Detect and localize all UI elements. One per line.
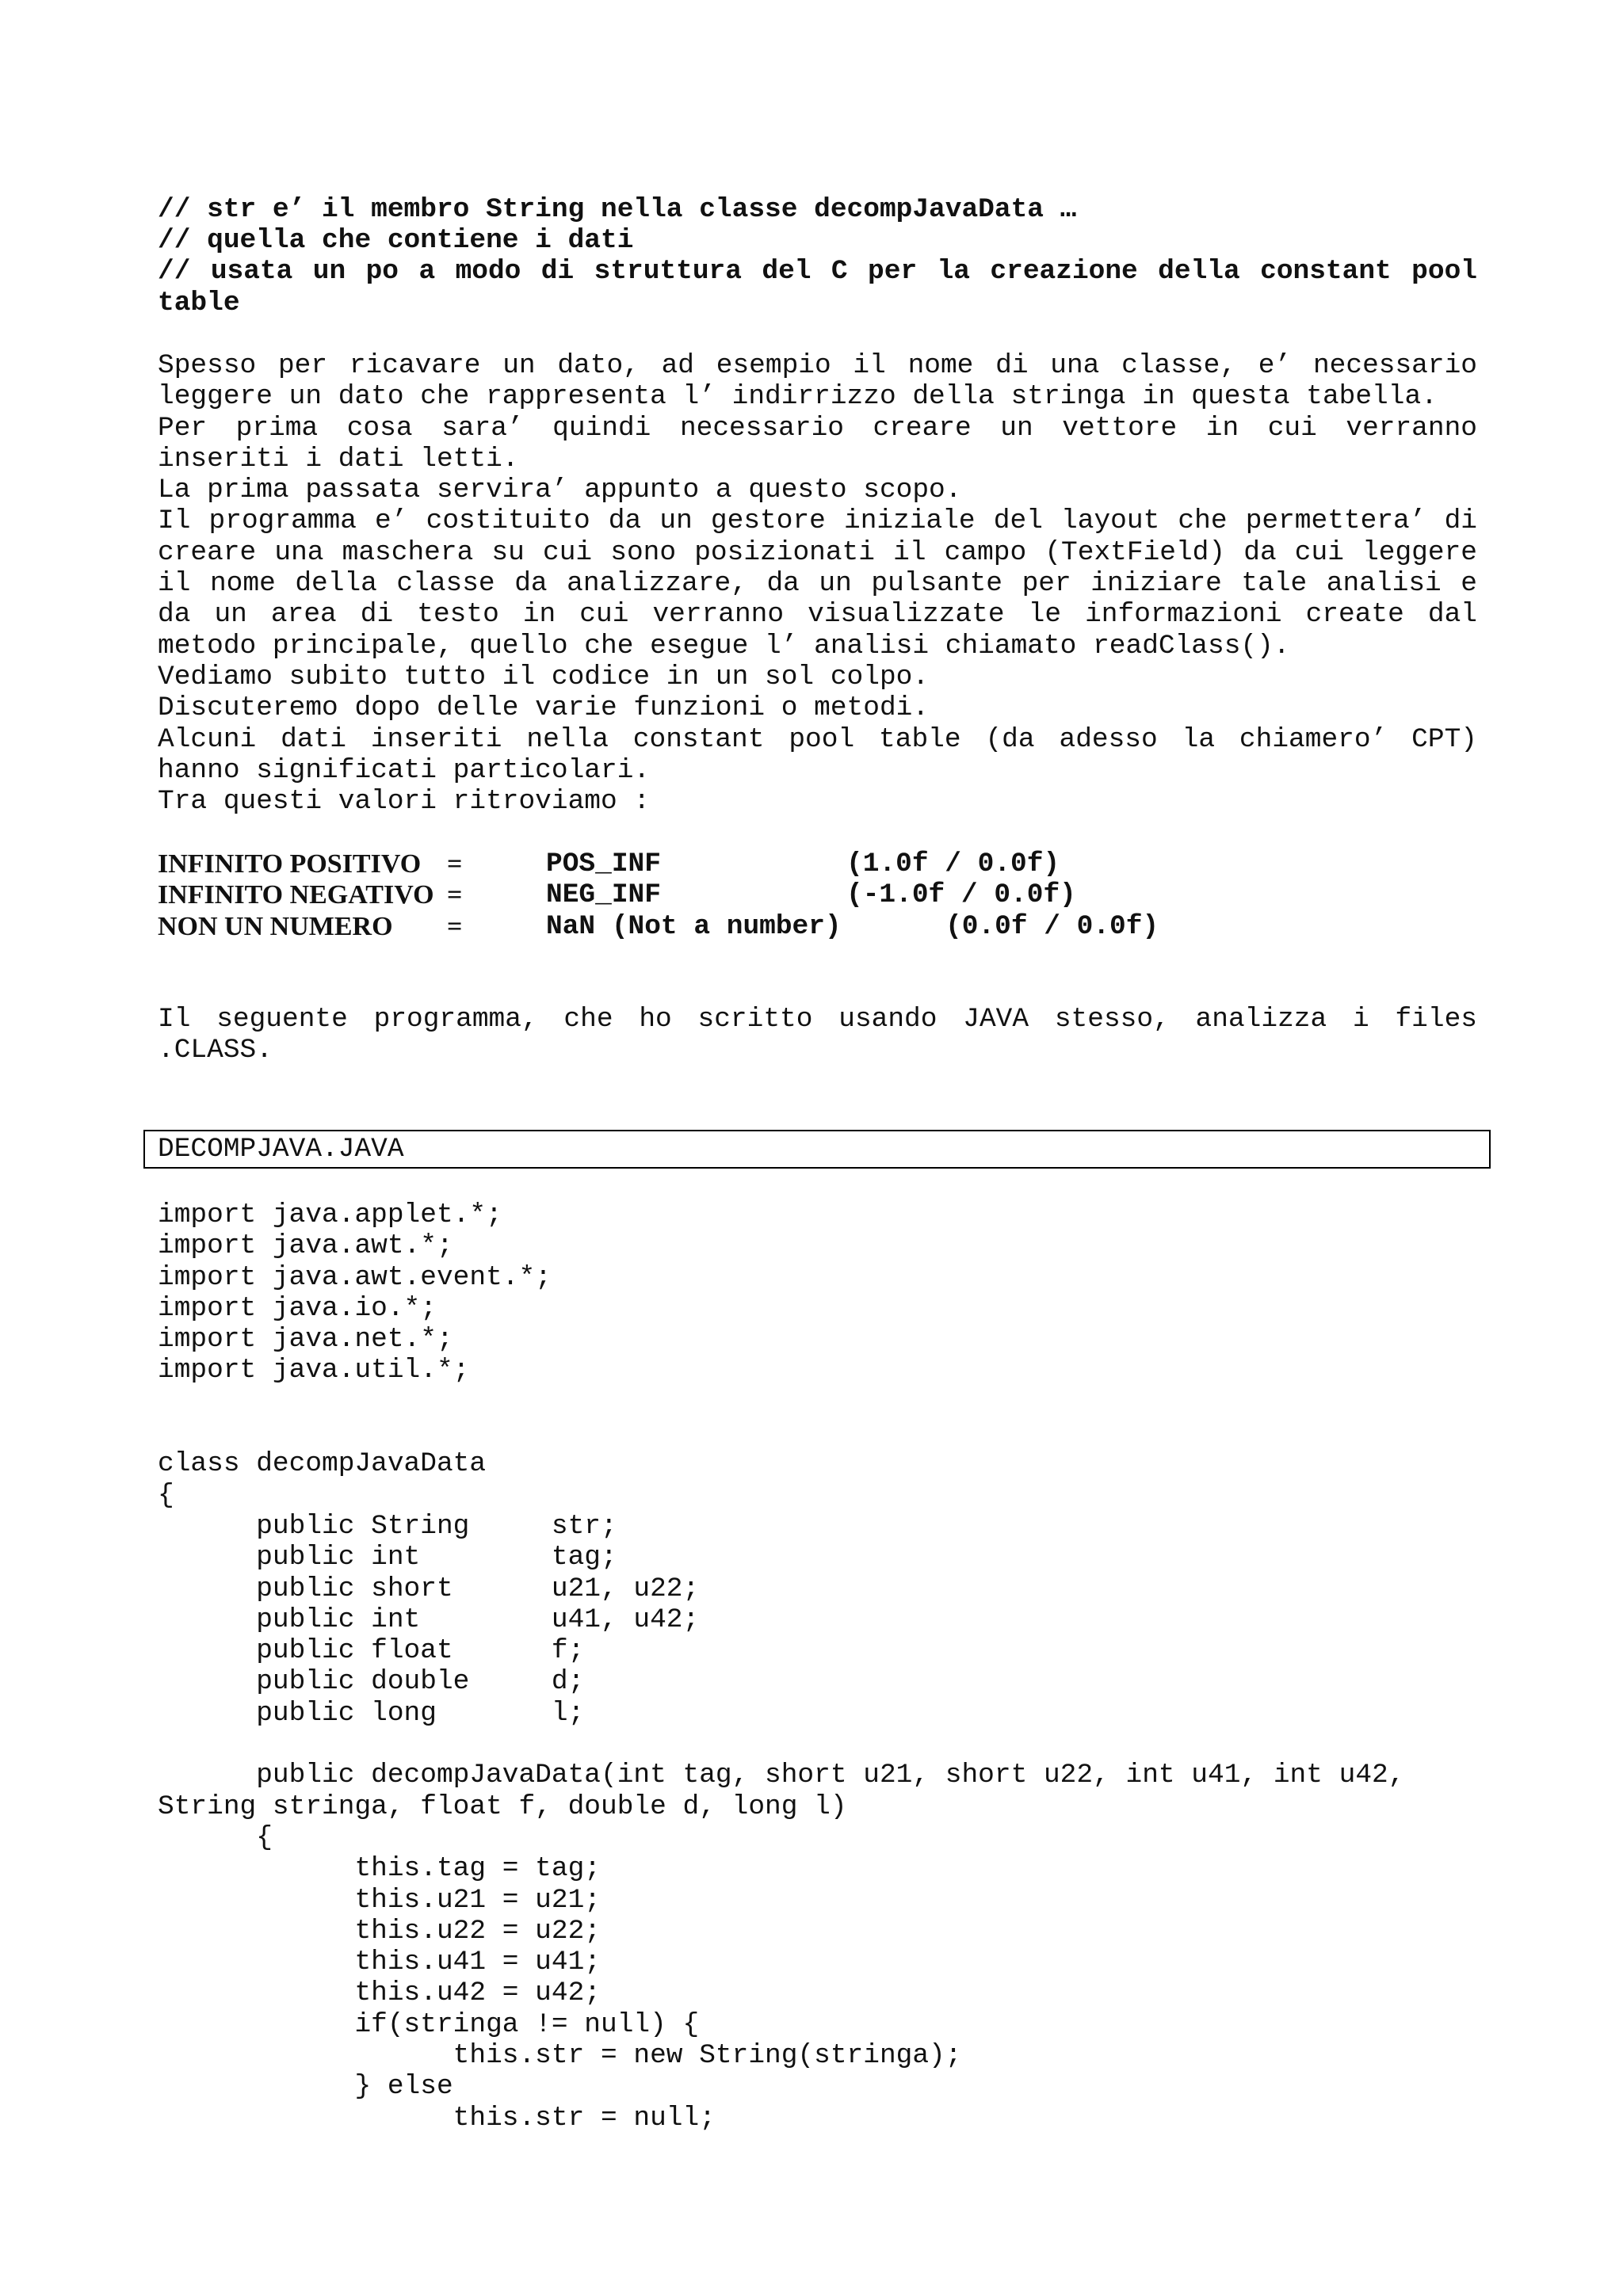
code-line: this.u41 = u41; bbox=[158, 1947, 601, 1978]
code-line: public int u41, u42; bbox=[158, 1604, 700, 1635]
code-line: { bbox=[158, 1821, 273, 1853]
blank-line bbox=[158, 1417, 1477, 1448]
special-value-row bbox=[158, 911, 1477, 942]
intro-line: La prima passata servira’ appunto a questo scopo. bbox=[158, 475, 962, 506]
intro-line: Il programma e’ costituito da un gestore iniziale del layout che permettera’ di bbox=[158, 505, 1477, 537]
code-line: this.str = new String(stringa); bbox=[158, 2040, 962, 2072]
special-value-expression: (-1.0f / 0.0f) bbox=[846, 879, 1076, 911]
code-line: public decompJavaData(int tag, short u21, short u22, int u41, int u42, bbox=[158, 1760, 1405, 1791]
code-line: { bbox=[158, 1479, 174, 1511]
code-line: import java.io.*; bbox=[158, 1292, 437, 1324]
code-line: this.u42 = u42; bbox=[158, 1978, 601, 2009]
intro-line: creare una maschera su cui sono posizionati il campo (TextField) da cui leggere bbox=[158, 536, 1477, 568]
heading-comment bbox=[158, 194, 1477, 318]
blank-line bbox=[158, 1386, 1477, 1417]
code-line: public float f; bbox=[158, 1635, 585, 1667]
intro-line: Spesso per ricavare un dato, ad esempio il nome di una classe, e’ necessario bbox=[158, 350, 1477, 381]
special-value-name: NaN (Not a number) bbox=[546, 910, 842, 942]
intro-line: metodo principale, quello che esegue l’ analisi chiamato readClass(). bbox=[158, 630, 1290, 662]
code-line: public long l; bbox=[158, 1697, 585, 1729]
code-line: public double d; bbox=[158, 1666, 585, 1698]
special-value-expression: (0.0f / 0.0f) bbox=[945, 910, 1159, 942]
intro-line: Per prima cosa sara’ quindi necessario creare un vettore in cui verranno bbox=[158, 412, 1477, 444]
special-values-table bbox=[158, 849, 1477, 942]
intro-line: Discuteremo dopo delle varie funzioni o metodi. bbox=[158, 692, 930, 724]
code-line: class decompJavaData bbox=[158, 1448, 487, 1480]
special-value-label: INFINITO POSITIVO bbox=[158, 849, 422, 879]
intro-line: Tra questi valori ritroviamo : bbox=[158, 786, 651, 818]
code-line: String stringa, float f, double d, long l) bbox=[158, 1791, 847, 1822]
equals-sign: = bbox=[447, 880, 463, 910]
code-line: this.u21 = u21; bbox=[158, 1884, 601, 1916]
special-value-row bbox=[158, 879, 1477, 910]
special-value-expression: (1.0f / 0.0f) bbox=[846, 849, 1060, 879]
blank-line bbox=[158, 1729, 1477, 1760]
program-note-line: .CLASS. bbox=[158, 1035, 273, 1066]
code-line: import java.awt.*; bbox=[158, 1230, 453, 1262]
code-line: public short u21, u22; bbox=[158, 1573, 700, 1604]
heading-line: table bbox=[158, 287, 240, 318]
file-title: DECOMPJAVA.JAVA bbox=[158, 1134, 404, 1165]
heading-line: // usata un po a modo di struttura del C per la creazione della constant pool bbox=[158, 256, 1477, 288]
code-line: import java.util.*; bbox=[158, 1355, 470, 1386]
intro-line: inseriti i dati letti. bbox=[158, 443, 519, 475]
program-note bbox=[158, 1004, 1477, 1066]
code-line: public String str; bbox=[158, 1510, 617, 1542]
code-line: this.tag = tag; bbox=[158, 1853, 601, 1885]
special-value-label: NON UN NUMERO bbox=[158, 911, 393, 941]
special-value-row bbox=[158, 849, 1477, 879]
equals-sign: = bbox=[447, 911, 463, 941]
code-listing bbox=[158, 1199, 1477, 2134]
code-line: import java.awt.event.*; bbox=[158, 1261, 552, 1293]
intro-line: leggere un dato che rappresenta l’ indirrizzo della stringa in questa tabella. bbox=[158, 381, 1438, 413]
code-line: this.u22 = u22; bbox=[158, 1915, 601, 1947]
code-line: public int tag; bbox=[158, 1542, 617, 1573]
code-line: import java.net.*; bbox=[158, 1324, 453, 1356]
code-line: if(stringa != null) { bbox=[158, 2008, 700, 2040]
intro-line: Vediamo subito tutto il codice in un sol colpo. bbox=[158, 661, 930, 692]
intro-line: Alcuni dati inseriti nella constant pool table (da adesso la chiamero’ CPT) bbox=[158, 723, 1477, 755]
program-note-line: Il seguente programma, che ho scritto usando JAVA stesso, analizza i files bbox=[158, 1004, 1477, 1035]
intro-line: da un area di testo in cui verranno visualizzate le informazioni create dal bbox=[158, 599, 1477, 631]
intro-line: il nome della classe da analizzare, da un pulsante per iniziare tale analisi e bbox=[158, 568, 1477, 600]
heading-line: // quella che contiene i dati bbox=[158, 224, 634, 256]
code-line: this.str = null; bbox=[158, 2102, 716, 2134]
special-value-name: POS_INF bbox=[546, 849, 661, 879]
equals-sign: = bbox=[447, 849, 463, 879]
intro-paragraph bbox=[158, 350, 1477, 817]
code-line: } else bbox=[158, 2071, 453, 2103]
intro-line: hanno significati particolari. bbox=[158, 754, 651, 786]
code-line: import java.applet.*; bbox=[158, 1199, 502, 1230]
special-value-name: NEG_INF bbox=[546, 879, 661, 911]
special-value-label: INFINITO NEGATIVO bbox=[158, 880, 434, 910]
file-title-box bbox=[143, 1130, 1491, 1169]
heading-line: // str e’ il membro String nella classe decompJavaData … bbox=[158, 193, 1077, 225]
